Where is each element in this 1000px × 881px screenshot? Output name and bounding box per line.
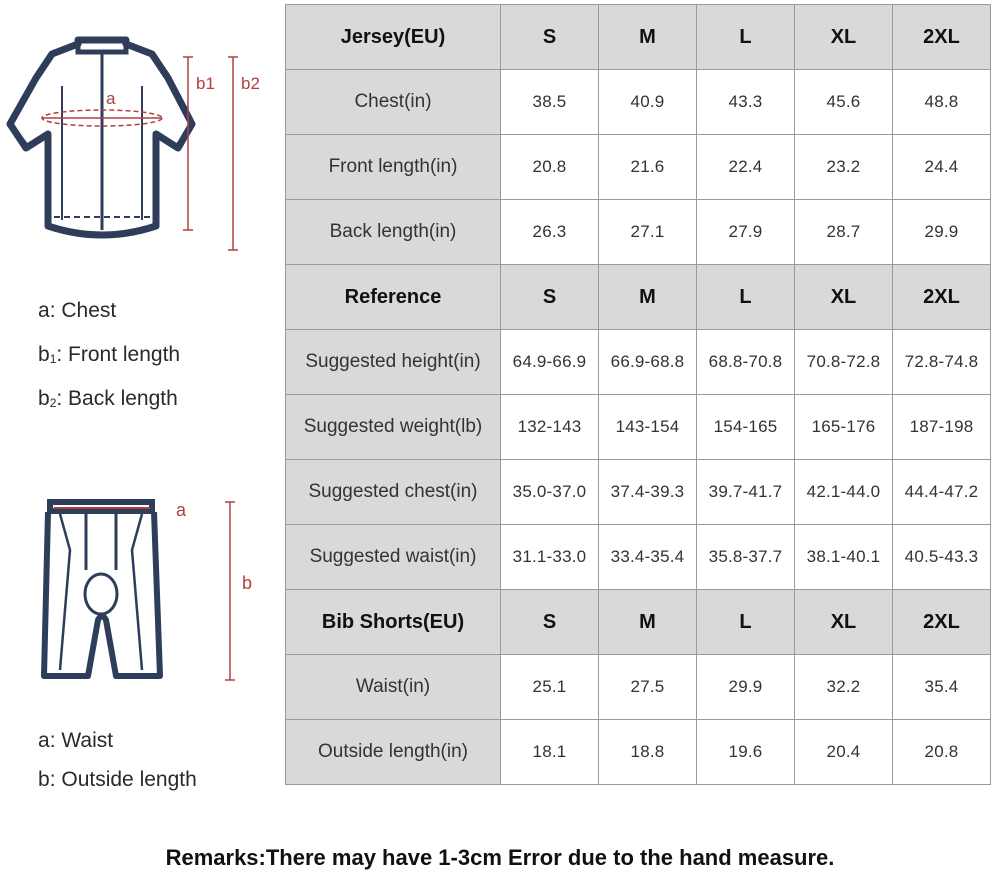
header-cell: L bbox=[697, 5, 795, 70]
jersey-header-row bbox=[286, 5, 991, 70]
row-label: Back length(in) bbox=[286, 200, 501, 265]
table-cell: 48.8 bbox=[893, 70, 991, 135]
table-cell: 35.8-37.7 bbox=[697, 525, 795, 590]
table-cell: 38.5 bbox=[501, 70, 599, 135]
size-chart-table bbox=[285, 4, 991, 785]
table-cell: 23.2 bbox=[795, 135, 893, 200]
front-length-marker-label: b1 bbox=[196, 74, 215, 93]
legend-item-front-length: $b_1$: Front length bbox=[38, 343, 181, 366]
header-cell: Reference bbox=[286, 265, 501, 330]
table-row bbox=[286, 70, 991, 135]
header-cell: XL bbox=[795, 265, 893, 330]
header-cell: S bbox=[501, 590, 599, 655]
reference-header-row bbox=[286, 265, 991, 330]
table-cell: 20.8 bbox=[893, 720, 991, 785]
table-cell: 31.1-33.0 bbox=[501, 525, 599, 590]
legend-item-waist: a: Waist bbox=[38, 729, 114, 752]
outside-length-marker-label: b bbox=[242, 573, 253, 593]
table-cell: 24.4 bbox=[893, 135, 991, 200]
table-cell: 43.3 bbox=[697, 70, 795, 135]
table-cell: 25.1 bbox=[501, 655, 599, 720]
row-label: Outside length(in) bbox=[286, 720, 501, 785]
table-cell: 38.1-40.1 bbox=[795, 525, 893, 590]
table-cell: 27.9 bbox=[697, 200, 795, 265]
table-cell: 33.4-35.4 bbox=[599, 525, 697, 590]
table-cell: 27.1 bbox=[599, 200, 697, 265]
table-cell: 20.8 bbox=[501, 135, 599, 200]
table-cell: 132-143 bbox=[501, 395, 599, 460]
table-cell: 154-165 bbox=[697, 395, 795, 460]
table-cell: 143-154 bbox=[599, 395, 697, 460]
row-label: Chest(in) bbox=[286, 70, 501, 135]
table-cell: 21.6 bbox=[599, 135, 697, 200]
header-cell: M bbox=[599, 5, 697, 70]
row-label: Suggested weight(lb) bbox=[286, 395, 501, 460]
row-label: Suggested chest(in) bbox=[286, 460, 501, 525]
header-cell: L bbox=[697, 265, 795, 330]
table-cell: 35.0-37.0 bbox=[501, 460, 599, 525]
table-row bbox=[286, 460, 991, 525]
header-cell: 2XL bbox=[893, 5, 991, 70]
table-cell: 37.4-39.3 bbox=[599, 460, 697, 525]
table-row bbox=[286, 330, 991, 395]
table-row bbox=[286, 135, 991, 200]
chest-marker-label: a bbox=[106, 89, 116, 108]
table-cell: 165-176 bbox=[795, 395, 893, 460]
table-cell: 72.8-74.8 bbox=[893, 330, 991, 395]
row-label: Suggested waist(in) bbox=[286, 525, 501, 590]
table-cell: 42.1-44.0 bbox=[795, 460, 893, 525]
table-row bbox=[286, 720, 991, 785]
jersey-diagram bbox=[0, 30, 270, 260]
header-cell: 2XL bbox=[893, 590, 991, 655]
table-cell: 187-198 bbox=[893, 395, 991, 460]
row-label: Suggested height(in) bbox=[286, 330, 501, 395]
bib-shorts-header-row bbox=[286, 590, 991, 655]
table-cell: 20.4 bbox=[795, 720, 893, 785]
header-cell: S bbox=[501, 265, 599, 330]
table-cell: 64.9-66.9 bbox=[501, 330, 599, 395]
header-cell: XL bbox=[795, 590, 893, 655]
table-cell: 18.1 bbox=[501, 720, 599, 785]
table-cell: 19.6 bbox=[697, 720, 795, 785]
table-row bbox=[286, 655, 991, 720]
table-row bbox=[286, 525, 991, 590]
table-cell: 40.5-43.3 bbox=[893, 525, 991, 590]
table-cell: 66.9-68.8 bbox=[599, 330, 697, 395]
table-cell: 29.9 bbox=[893, 200, 991, 265]
legend-item-chest: a: Chest bbox=[38, 299, 117, 322]
table-cell: 32.2 bbox=[795, 655, 893, 720]
table-cell: 68.8-70.8 bbox=[697, 330, 795, 395]
table-cell: 18.8 bbox=[599, 720, 697, 785]
table-cell: 44.4-47.2 bbox=[893, 460, 991, 525]
table-cell: 35.4 bbox=[893, 655, 991, 720]
header-cell: Bib Shorts(EU) bbox=[286, 590, 501, 655]
table-cell: 26.3 bbox=[501, 200, 599, 265]
legend-item-back-length: $b_2$: Back length bbox=[38, 387, 178, 410]
jersey-legend bbox=[38, 291, 180, 423]
table-cell: 22.4 bbox=[697, 135, 795, 200]
shorts-diagram bbox=[0, 490, 270, 690]
remarks-note: Remarks:There may have 1-3cm Error due to the hand measure. bbox=[165, 845, 835, 870]
waist-marker-label: a bbox=[176, 500, 187, 520]
back-length-marker-label: b2 bbox=[241, 74, 260, 93]
table-cell: 40.9 bbox=[599, 70, 697, 135]
header-cell: S bbox=[501, 5, 599, 70]
table-cell: 28.7 bbox=[795, 200, 893, 265]
header-cell: M bbox=[599, 265, 697, 330]
shorts-legend bbox=[38, 721, 197, 799]
header-cell: M bbox=[599, 590, 697, 655]
row-label: Front length(in) bbox=[286, 135, 501, 200]
table-cell: 45.6 bbox=[795, 70, 893, 135]
table-cell: 70.8-72.8 bbox=[795, 330, 893, 395]
legend-item-outside-length: b: Outside length bbox=[38, 768, 197, 791]
table-cell: 39.7-41.7 bbox=[697, 460, 795, 525]
row-label: Waist(in) bbox=[286, 655, 501, 720]
header-cell: L bbox=[697, 590, 795, 655]
table-row bbox=[286, 395, 991, 460]
header-cell: 2XL bbox=[893, 265, 991, 330]
table-row bbox=[286, 200, 991, 265]
table-cell: 27.5 bbox=[599, 655, 697, 720]
header-cell: XL bbox=[795, 5, 893, 70]
table-cell: 29.9 bbox=[697, 655, 795, 720]
header-cell: Jersey(EU) bbox=[286, 5, 501, 70]
